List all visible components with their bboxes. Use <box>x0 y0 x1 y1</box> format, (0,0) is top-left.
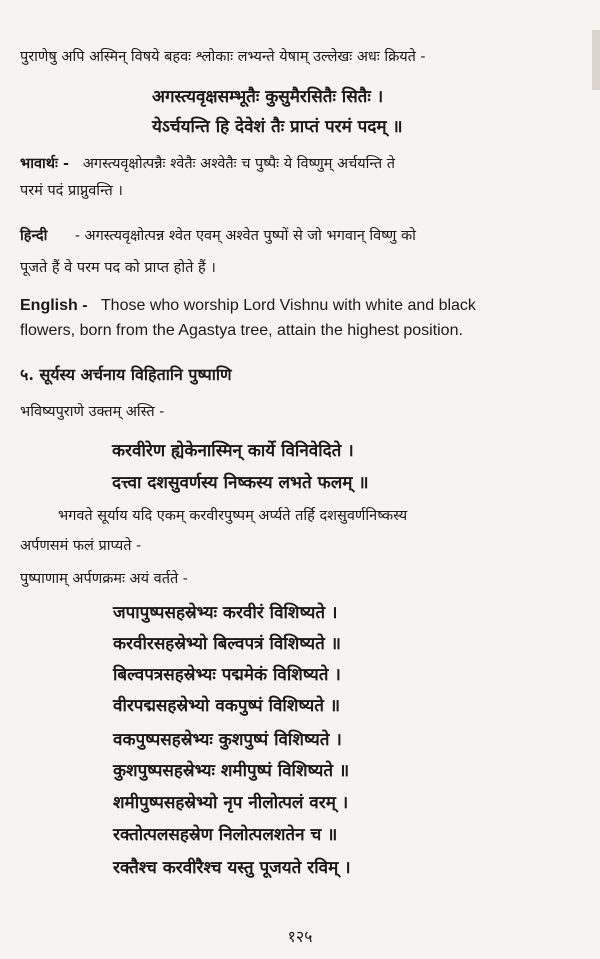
page-number: १२५ <box>287 927 313 946</box>
verse3-line-2: करवीरसहस्रेभ्यो बिल्वपत्रं विशिष्यते ॥ <box>113 634 341 654</box>
bhavartha-text: अगस्त्यवृक्षोत्पन्नैः श्वेतैः अश्वेतैः च पुष्पैः ये विष्णुम् अर्चयन्ति ते <box>82 156 396 172</box>
verse3-line-6: कुशपुष्पसहस्रेभ्यः शमीपुष्पं विशिष्यते ॥ <box>113 761 350 781</box>
section5-heading: ५. सूर्यस्य अर्चनाय विहितानि पुष्पाणि <box>20 365 232 384</box>
bhavishya-line: भविष्यपुराणे उक्तम् अस्ति - <box>20 404 165 420</box>
verse2-line-1: करवीरेण ह्येकेनास्मिन् कार्ये विनिवेदिते । <box>112 441 354 461</box>
bhavartha-line-2: परमं पदं प्राप्नुवन्ति । <box>20 183 123 199</box>
verse3-line-9: रक्तैश्च करवीरैश्च यस्तु पूजयते रविम् । <box>113 858 351 878</box>
bhavartha-label: भावार्थः - <box>20 155 70 172</box>
english-line-2: flowers, born from the Agastya tree, attain the highest position. <box>20 322 463 339</box>
verse3-line-8: रक्तोत्पलसहस्रेण निलोत्पलशतेन च ॥ <box>113 825 338 845</box>
para2-line-1: भगवते सूर्याय यदि एकम् करवीरपुष्पम् अर्प्यते तर्हि दशसुवर्णनिष्कस्य <box>58 508 408 524</box>
para2-line-2: अर्पणसमं फलं प्राप्यते - <box>20 538 142 554</box>
hindi-text: - अगस्त्यवृक्षोत्पन्न श्वेत एवम् अश्वेत पुष्पों से जो भगवान् विष्णु को <box>75 228 416 244</box>
verse2-line-2: दत्त्वा दशसुवर्णस्य निष्कस्य लभते फलम् ॥ <box>112 473 369 493</box>
hindi-line-1 <box>20 225 580 245</box>
hindi-label: हिन्दी <box>20 227 48 244</box>
english-line-1 <box>20 297 580 315</box>
verse3-line-1: जपापुष्पसहस्रेभ्यः करवीरं विशिष्यते । <box>113 603 338 623</box>
verse3-line-7: शमीपुष्पसहस्रेभ्यो नृप नीलोत्पलं वरम् । <box>113 793 349 813</box>
verse1-line-2: येऽर्चयन्ति हि देवेशं तैः प्राप्तं परमं पदम् ॥ <box>152 117 403 137</box>
page-edge-shadow <box>592 30 600 90</box>
bhavartha-line-1 <box>20 153 580 173</box>
order-line: पुष्पाणाम् अर्पणक्रमः अयं वर्तते - <box>20 571 188 587</box>
verse3-line-5: वकपुष्पसहस्रेभ्यः कुशपुष्पं विशिष्यते । <box>113 730 342 750</box>
english-label: English - <box>20 297 88 314</box>
intro-line: पुराणेषु अपि अस्मिन् विषये बहवः श्लोकाः लभ्यन्ते येषाम् उल्लेखः अधः क्रियते - <box>20 49 426 65</box>
hindi-line-2: पूजते हैं वे परम पद को प्राप्त होते हैं । <box>20 260 216 276</box>
verse3-line-4: वीरपद्मसहस्रेभ्यो वकपुष्पं विशिष्यते ॥ <box>113 696 341 716</box>
verse1-line-1: अगस्त्यवृक्षसम्भूतैः कुसुमैरसितैः सितैः । <box>152 87 384 107</box>
english-text: Those who worship Lord Vishnu with white and black <box>100 297 476 314</box>
verse3-line-3: बिल्वपत्रसहस्रेभ्यः पद्ममेकं विशिष्यते । <box>113 665 341 685</box>
